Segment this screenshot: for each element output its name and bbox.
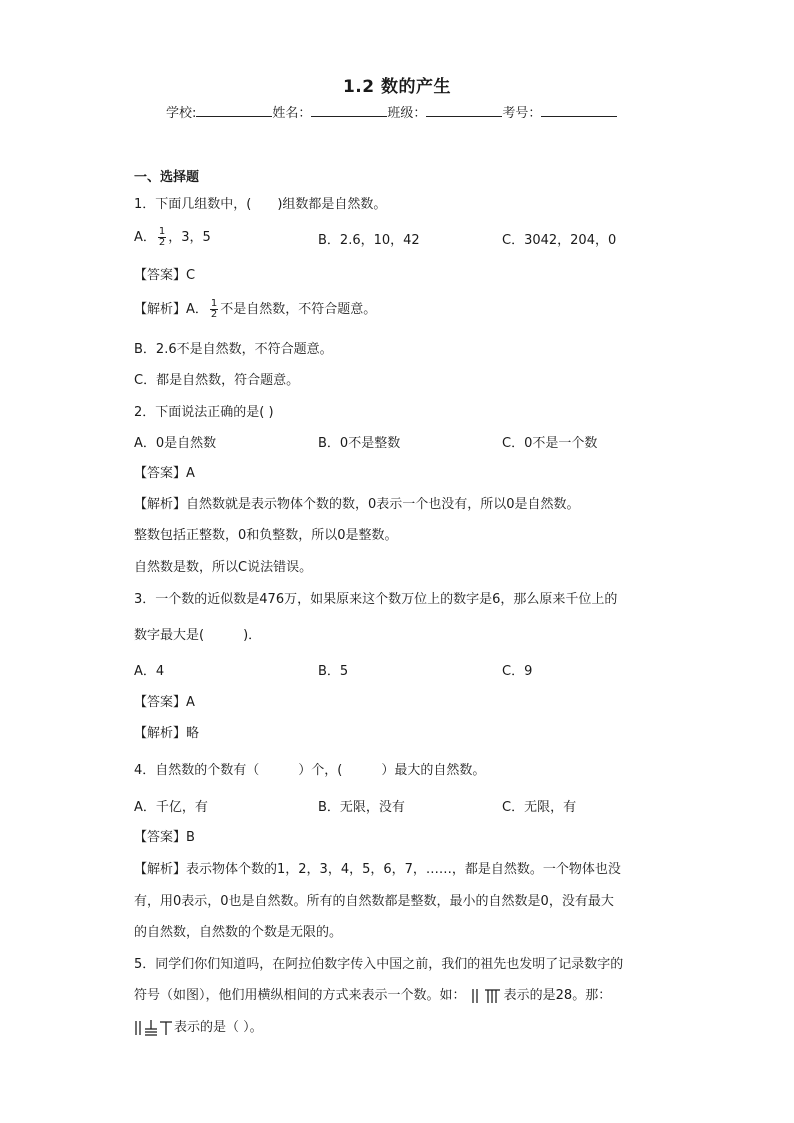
fraction: $\frac{1}{2}$ (210, 298, 218, 320)
name-label: 姓名： (272, 106, 312, 121)
counting-rod-28-icon (470, 988, 504, 1004)
page-title: 1.2 数的产生 (342, 77, 452, 97)
q1-analysis-a: 【解析】A． $\frac{1}{2}$ 不是自然数，不符合题意。 (134, 298, 377, 320)
q4-option-c: C．无限，有 (502, 800, 577, 815)
q1-answer: 【答案】C (134, 268, 196, 283)
q3-option-c: C．9 (502, 664, 533, 679)
q1-analysis-b: B．2.6不是自然数，不符合题意。 (134, 342, 333, 357)
q5-stem-line-3: 表示的是（ ）。 (134, 1016, 263, 1036)
section-title: 一、选择题 (134, 170, 200, 185)
fraction: $\frac{1}{2}$ (158, 226, 166, 248)
q4-option-a: A．千亿，有 (134, 800, 208, 815)
class-label: 班级： (387, 106, 427, 121)
q3-answer: 【答案】A (134, 695, 195, 710)
q5-stem-line-2: 符号（如图），他们用横纵相间的方式来表示一个数。如： 表示的是28。那： (134, 988, 612, 1003)
q4-analysis-3: 的自然数，自然数的个数是无限的。 (134, 925, 343, 940)
q1-stem: 1．下面几组数中，( )组数都是自然数。 (134, 197, 387, 212)
q2-analysis-3: 自然数是数，所以C说法错误。 (134, 560, 313, 575)
q3-analysis: 【解析】略 (134, 726, 200, 741)
q4-analysis-2: 有，用0表示，0也是自然数。所有的自然数都是整数，最小的自然数是0，没有最大 (134, 894, 614, 909)
q2-analysis-1: 【解析】自然数就是表示物体个数的数，0表示一个也没有，所以0是自然数。 (134, 497, 580, 512)
q3-option-b: B．5 (318, 664, 349, 679)
school-label: 学校: (166, 106, 197, 121)
q2-option-b: B．0不是整数 (318, 436, 401, 451)
q1-option-b: B．2.6，10，42 (318, 233, 420, 248)
q2-analysis-2: 整数包括正整数，0和负整数，所以0是整数。 (134, 528, 398, 543)
q2-stem: 2．下面说法正确的是( ) (134, 405, 274, 420)
q2-option-a: A．0是自然数 (134, 436, 217, 451)
q2-answer: 【答案】A (134, 466, 195, 481)
name-blank[interactable] (311, 104, 387, 117)
q1-option-a: A． $\frac{1}{2}$ ，3，5 (134, 226, 211, 248)
class-blank[interactable] (426, 104, 502, 117)
q4-option-b: B．无限，没有 (318, 800, 405, 815)
q4-answer: 【答案】B (134, 830, 195, 845)
q1-analysis-c: C．都是自然数，符合题意。 (134, 373, 300, 388)
exam-number-label: 考号： (502, 106, 542, 121)
q2-option-c: C．0不是一个数 (502, 436, 598, 451)
student-info-row (166, 102, 617, 121)
school-blank[interactable] (196, 104, 272, 117)
exam-number-blank[interactable] (541, 104, 617, 117)
q4-stem: 4．自然数的个数有（ ）个，( ）最大的自然数。 (134, 763, 486, 778)
q3-option-a: A．4 (134, 664, 165, 679)
q3-stem-line-2: 数字最大是( )． (134, 628, 262, 643)
counting-rod-question-icon (134, 1019, 174, 1036)
q3-stem-line-1: 3．一个数的近似数是476万，如果原来这个数万位上的数字是6，那么原来千位上的 (134, 592, 618, 607)
q4-analysis-1: 【解析】表示物体个数的1，2，3，4，5，6，7，……，都是自然数。一个物体也没 (134, 862, 621, 877)
q5-stem-line-1: 5．同学们你们知道吗，在阿拉伯数字传入中国之前，我们的祖先也发明了记录数字的 (134, 957, 624, 972)
q1-option-c: C．3042，204，0 (502, 233, 617, 248)
